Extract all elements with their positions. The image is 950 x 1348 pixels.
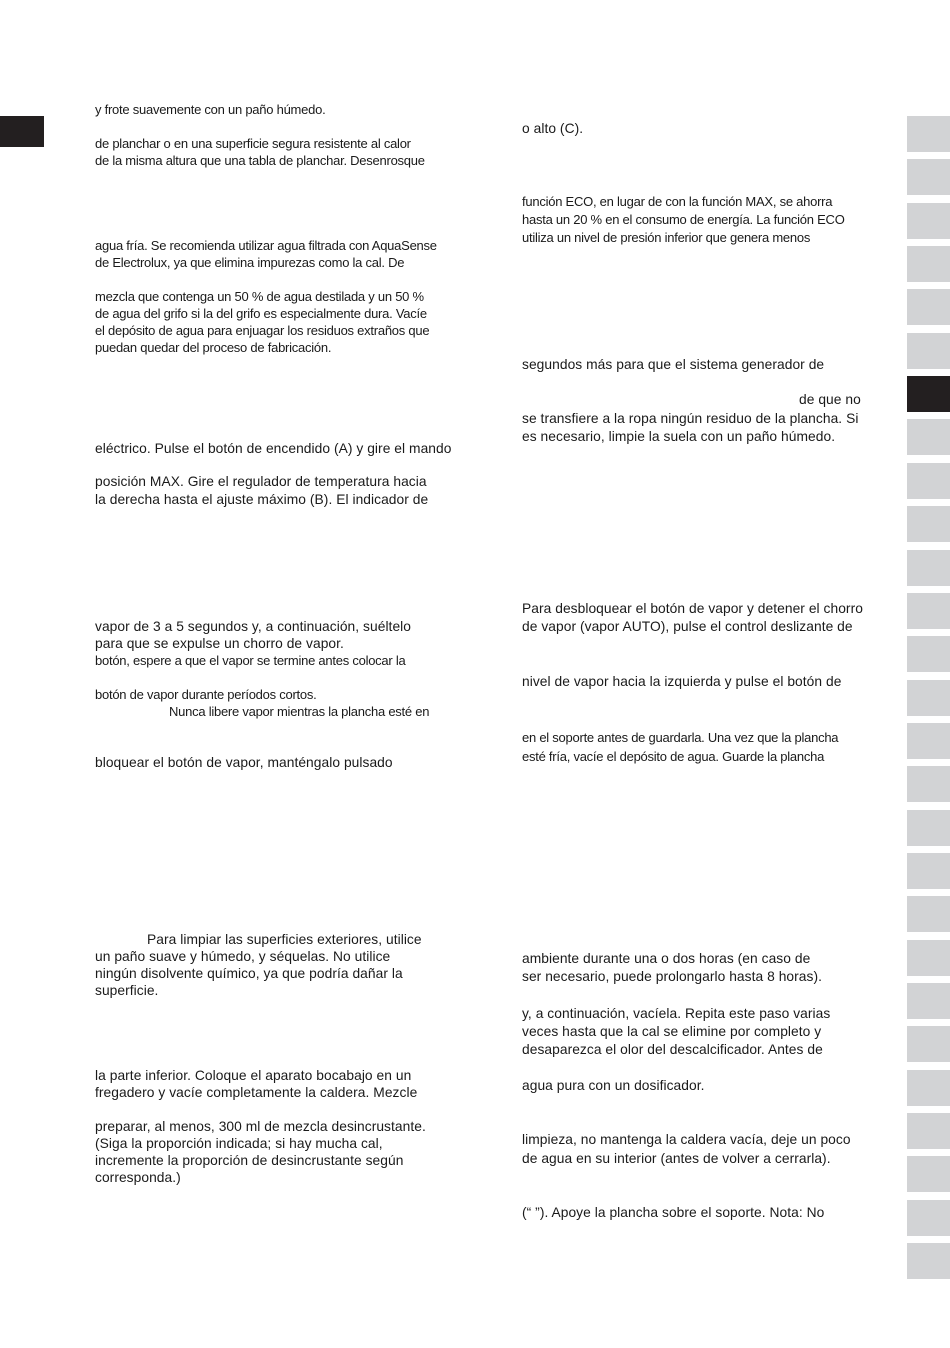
- text-line: desaparezca el olor del descalcificador. Antes de: [522, 1042, 823, 1057]
- text-line: utiliza un nivel de presión inferior que genera menos: [522, 230, 811, 245]
- language-tab: [907, 636, 950, 672]
- language-tab: [907, 1156, 950, 1192]
- language-tab: [907, 1113, 950, 1149]
- language-tab: [907, 550, 950, 586]
- language-tab: [907, 159, 950, 195]
- text-line: segundos más para que el sistema generador de: [522, 357, 825, 372]
- text-line: esté fría, vacíe el depósito de agua. Guarde la plancha: [522, 749, 825, 764]
- language-tab: [907, 723, 950, 759]
- text-line: puedan quedar del proceso de fabricación.: [95, 340, 332, 355]
- text-line: y frote suavemente con un paño húmedo.: [95, 102, 326, 117]
- language-tab: [907, 940, 950, 976]
- text-line: bloquear el botón de vapor, manténgalo pulsado: [95, 755, 393, 770]
- language-tab: [907, 333, 950, 369]
- text-line: corresponda.): [95, 1170, 181, 1185]
- text-line: (Siga la proporción indicada; si hay mucha cal,: [95, 1136, 383, 1151]
- language-tab: [907, 810, 950, 846]
- text-line: incremente la proporción de desincrustante según: [95, 1153, 404, 1168]
- text-line: de la misma altura que una tabla de planchar. Desenrosque: [95, 153, 425, 168]
- language-tab: [907, 593, 950, 629]
- text-line: función ECO, en lugar de con la función MAX, se ahorra: [522, 194, 833, 209]
- text-line: mezcla que contenga un 50 % de agua destilada y un 50 %: [95, 289, 424, 304]
- text-line: agua fría. Se recomienda utilizar agua filtrada con AquaSense: [95, 238, 437, 253]
- text-line: el depósito de agua para enjuagar los residuos extraños que: [95, 323, 430, 338]
- text-line: de agua del grifo si la del grifo es especialmente dura. Vacíe: [95, 306, 427, 321]
- language-tab: [907, 853, 950, 889]
- text-line: superficie.: [95, 983, 159, 998]
- text-line: de vapor (vapor AUTO), pulse el control deslizante de: [522, 619, 853, 634]
- page-section-marker: [0, 116, 44, 147]
- language-tab: [907, 680, 950, 716]
- text-line: (“ ”). Apoye la plancha sobre el soporte. Nota: No: [522, 1205, 825, 1220]
- text-line: vapor de 3 a 5 segundos y, a continuación, suéltelo: [95, 619, 412, 634]
- language-tab: [907, 506, 950, 542]
- text-line: de planchar o en una superficie segura resistente al calor: [95, 136, 411, 151]
- language-tab: [907, 1026, 950, 1062]
- text-line: de Electrolux, ya que elimina impurezas como la cal. De: [95, 255, 405, 270]
- language-tab: [907, 1243, 950, 1279]
- text-line: botón, espere a que el vapor se termine antes colocar la: [95, 653, 406, 668]
- text-line: un paño suave y húmedo, y séquelas. No utilice: [95, 949, 391, 964]
- text-line: es necesario, limpie la suela con un paño húmedo.: [522, 429, 836, 444]
- text-line: hasta un 20 % en el consumo de energía. La función ECO: [522, 212, 845, 227]
- text-line: de que no: [799, 392, 861, 407]
- text-line: de agua en su interior (antes de volver a cerrarla).: [522, 1151, 831, 1166]
- text-line: Para desbloquear el botón de vapor y detener el chorro: [522, 601, 863, 616]
- language-tab: [907, 289, 950, 325]
- text-line: ambiente durante una o dos horas (en caso de: [522, 951, 811, 966]
- text-line: eléctrico. Pulse el botón de encendido (A) y gire el mando: [95, 441, 452, 456]
- text-line: agua pura con un dosificador.: [522, 1078, 705, 1093]
- text-line: preparar, al menos, 300 ml de mezcla desincrustante.: [95, 1119, 426, 1134]
- text-line: Nunca libere vapor mientras la plancha esté en: [169, 704, 430, 719]
- language-tab: [907, 1070, 950, 1106]
- text-line: posición MAX. Gire el regulador de temperatura hacia: [95, 474, 427, 489]
- text-line: veces hasta que la cal se elimine por completo y: [522, 1024, 822, 1039]
- language-tab-active: [907, 376, 950, 412]
- text-line: la parte inferior. Coloque el aparato bocabajo en un: [95, 1068, 412, 1083]
- language-tab: [907, 116, 950, 152]
- text-line: botón de vapor durante períodos cortos.: [95, 687, 317, 702]
- text-line: ser necesario, puede prolongarlo hasta 8 horas).: [522, 969, 822, 984]
- language-tab: [907, 246, 950, 282]
- text-line: nivel de vapor hacia la izquierda y pulse el botón de: [522, 674, 842, 689]
- text-line: para que se expulse un chorro de vapor.: [95, 636, 344, 651]
- language-tab: [907, 463, 950, 499]
- language-tab: [907, 419, 950, 455]
- text-line: fregadero y vacíe completamente la caldera. Mezcle: [95, 1085, 418, 1100]
- language-tab: [907, 983, 950, 1019]
- text-line: se transfiere a la ropa ningún residuo de la plancha. Si: [522, 411, 859, 426]
- language-tab: [907, 203, 950, 239]
- text-line: ningún disolvente químico, ya que podría dañar la: [95, 966, 403, 981]
- text-line: Para limpiar las superficies exteriores, utilice: [147, 932, 422, 947]
- language-tab: [907, 766, 950, 802]
- text-line: y, a continuación, vacíela. Repita este paso varias: [522, 1006, 831, 1021]
- text-line: la derecha hasta el ajuste máximo (B). El indicador de: [95, 492, 429, 507]
- text-line: en el soporte antes de guardarla. Una vez que la plancha: [522, 730, 839, 745]
- text-line: o alto (C).: [522, 121, 584, 136]
- language-tab: [907, 1200, 950, 1236]
- text-line: limpieza, no mantenga la caldera vacía, deje un poco: [522, 1132, 851, 1147]
- language-tab: [907, 896, 950, 932]
